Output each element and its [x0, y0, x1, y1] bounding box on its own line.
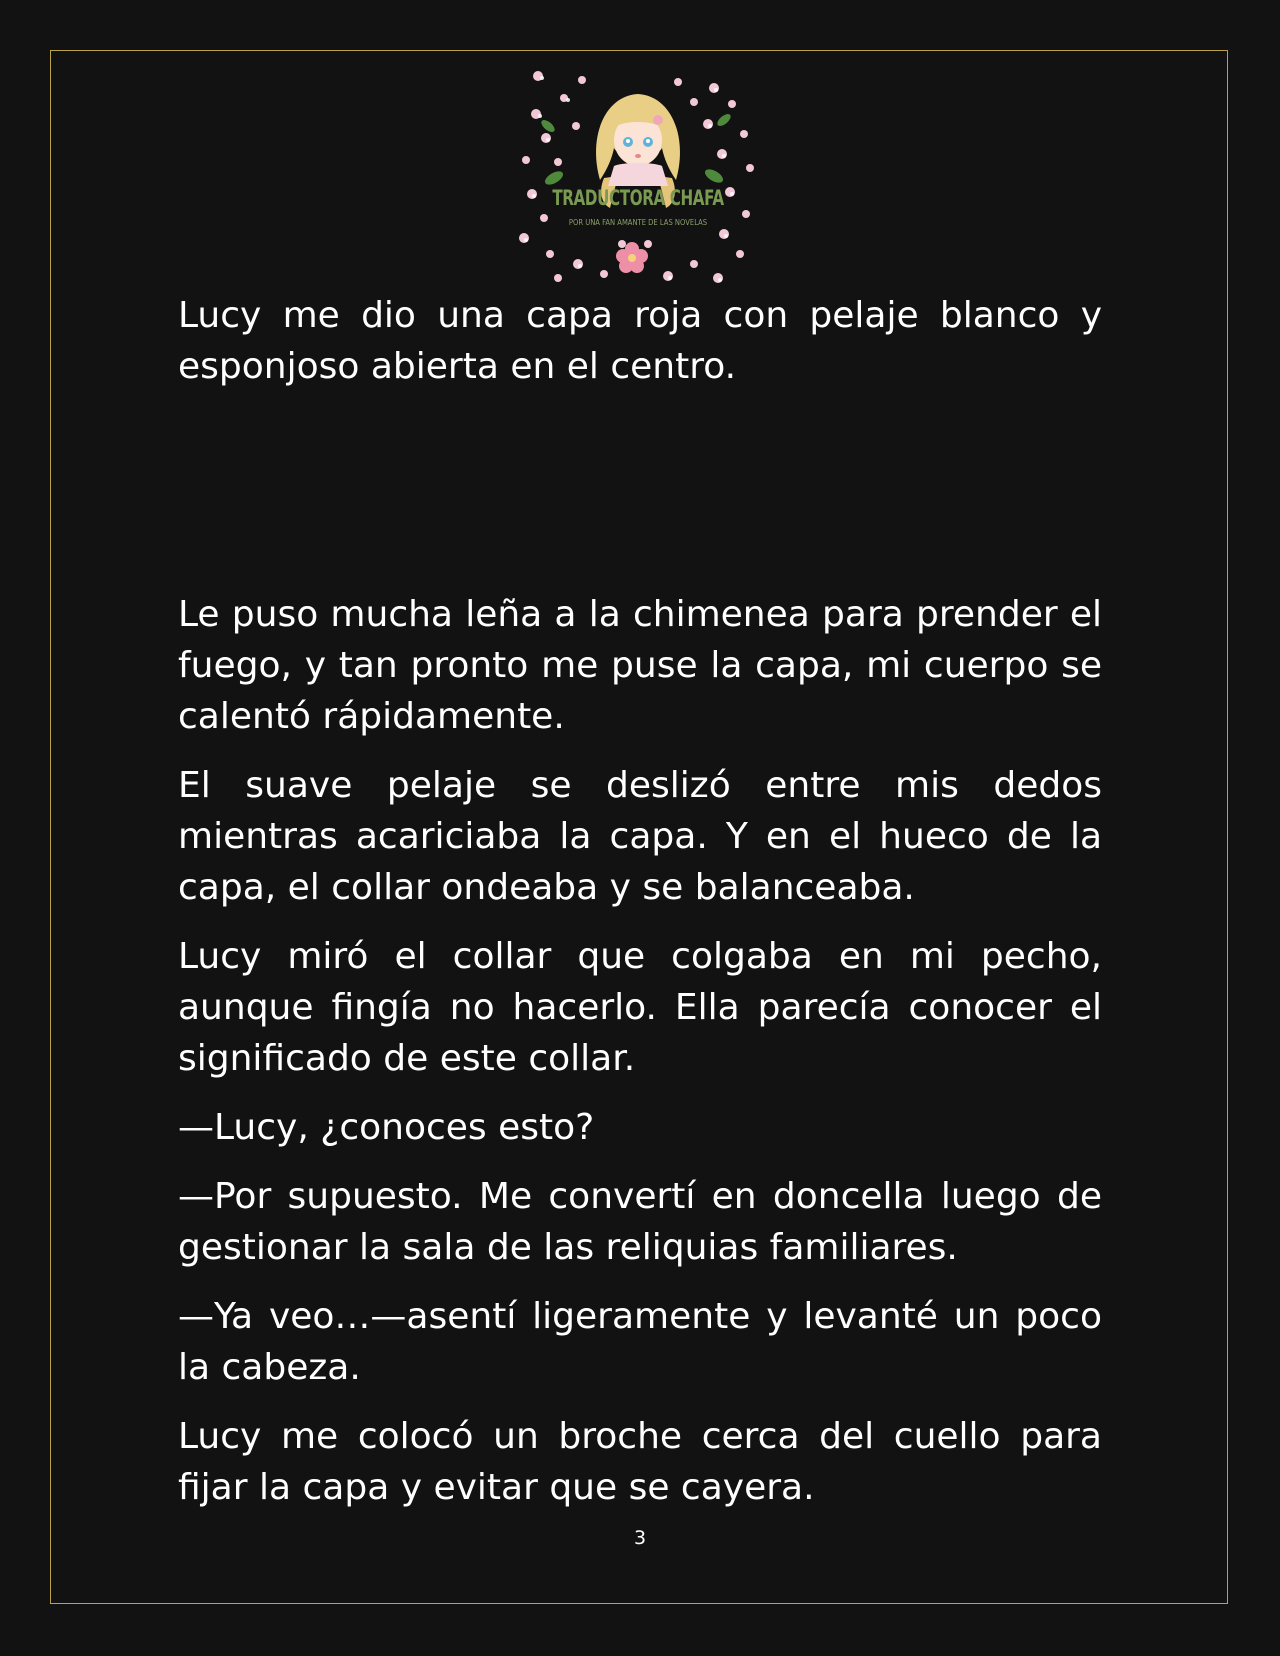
logo-title: TRADUCTORA CHAFA: [552, 186, 724, 210]
blank-space: [178, 410, 1102, 589]
paragraph: Lucy me colocó un broche cerca del cuello para fijar la capa y evitar que se cayera.: [178, 1416, 1102, 1508]
paragraph: Le puso mucha leña a la chimenea para prender el fuego, y tan pronto me puse la capa, mi cuerpo se calentó rápidamente.: [178, 594, 1102, 737]
flower-wreath-illustration: [518, 68, 758, 290]
dialogue-line: —Lucy, ¿conoces esto?: [178, 1107, 595, 1148]
paragraph: Lucy miró el collar que colgaba en mi pecho, aunque fingía no hacerlo. Ella parecía conocer el significado de este collar.: [178, 936, 1102, 1079]
dialogue-line: —Por supuesto. Me convertí en doncella luego de gestionar la sala de las reliquias familiares.: [178, 1176, 1102, 1268]
dialogue-line: —Ya veo…—asentí ligeramente y levanté un poco la cabeza.: [178, 1296, 1102, 1388]
paragraph: Lucy me dio una capa roja con pelaje blanco y esponjoso abierta en el centro.: [178, 295, 1102, 387]
page-number: 3: [633, 1527, 647, 1549]
paragraph: El suave pelaje se deslizó entre mis dedos mientras acariciaba la capa. Y en el hueco de la capa, el collar ondeaba y se balanceaba.: [178, 765, 1102, 908]
page-text-body: [178, 290, 1102, 1531]
translator-logo: [518, 68, 758, 290]
logo-subtitle: POR UNA FAN AMANTE DE LAS NOVELAS: [568, 218, 708, 227]
